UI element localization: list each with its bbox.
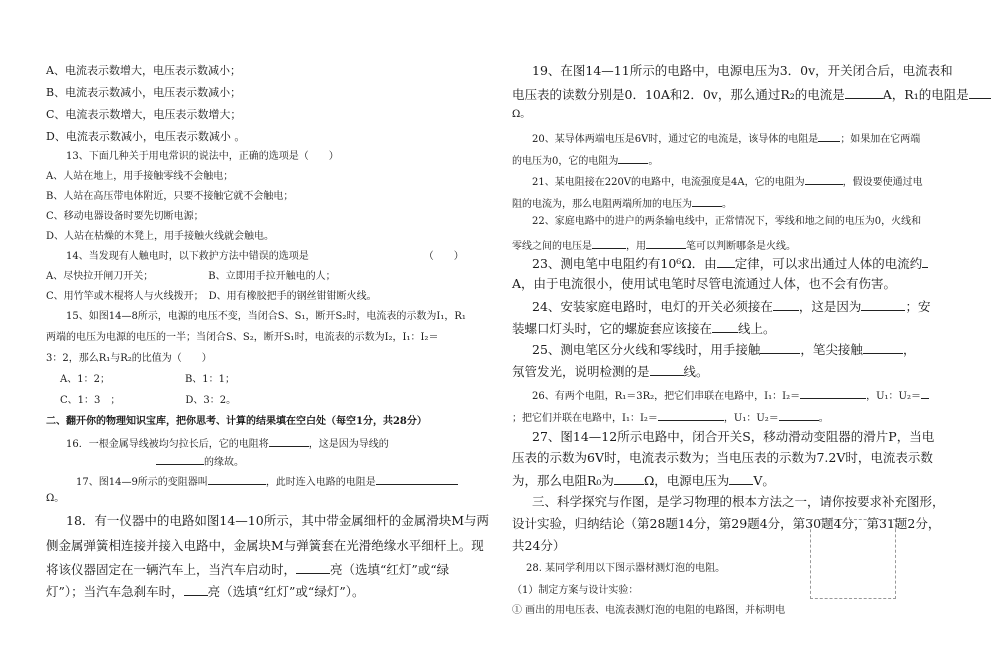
q18-line1: 18．有一仪器中的电路如图14—10所示，其中带金属细杆的金属滑块M与两 [66, 513, 490, 528]
answer-blank[interactable] [861, 300, 905, 311]
answer-blank[interactable] [618, 153, 648, 164]
q14-stem: 14、当发现有人触电时，以下救护方法中错误的选项是 （ ） [66, 251, 464, 262]
section-3-line2: 设计实验，归纳结论（第28题14分，第29题4分，第30题4分，第31题2分， [512, 516, 941, 531]
answer-blank[interactable] [592, 238, 626, 249]
q23-line1: 23、测电笔中电阻约有10⁶Ω．由 定律，可以求出通过人体的电流约 [532, 257, 928, 271]
q12-option-c: C、电流表示数增大，电压表示数增大； [46, 108, 242, 121]
q15-options-ab: A、1：2； B、1：1； [60, 374, 236, 385]
q15-options-cd: C、1：3 ； D、3：2。 [60, 395, 237, 406]
answer-blank[interactable] [208, 474, 266, 485]
q18-line4: 灯”）；当汽车急刹车时， 亮（选填“红灯”或“绿灯”）。 [46, 584, 365, 599]
answer-blank[interactable] [614, 474, 644, 485]
answer-blank[interactable] [760, 343, 800, 354]
q13-option-a: A、人站在地上，用手接触零线不会触电； [46, 171, 234, 182]
answer-blank[interactable] [712, 322, 738, 333]
q28-part1-step1: ① 画出的用电压表、电流表测灯泡的电阻的电路图，并标明电 [512, 605, 786, 616]
section-3-line3: 共24分） [512, 538, 566, 553]
answer-blank[interactable] [156, 454, 204, 465]
answer-blank[interactable] [805, 174, 843, 185]
right-column [480, 0, 969, 671]
q21-line1: 21、某电阻接在220V的电路中，电流强度是4A，它的电阻为 ，假设要使通过电 [532, 174, 923, 188]
q26-line2: ；把它们并联在电路中，I₁：I₂＝ ，U₁：U₂＝ 。 [512, 410, 829, 424]
q16-line2: 的缘故。 [156, 454, 244, 468]
answer-blank[interactable] [646, 238, 686, 249]
answer-blank[interactable] [863, 343, 903, 354]
q17-line2: Ω。 [46, 493, 65, 504]
left-column [0, 0, 490, 671]
answer-blank[interactable] [658, 410, 724, 421]
q24-line2: 装螺口灯头时，它的螺旋套应该接在 线上。 [512, 321, 776, 336]
q27-line1: 27、图14—12所示电路中，闭合开关S，移动滑动变阻器的滑片P，当电 [532, 429, 935, 444]
q21-line2: 阻的电流为，那么电阻两端所加的电压为 。 [512, 196, 732, 210]
answer-blank[interactable] [922, 257, 928, 268]
answer-blank[interactable] [296, 563, 330, 574]
answer-blank[interactable] [692, 196, 722, 207]
section-3-line1: 三、科学探究与作图，是学习物理的根本方法之一，请你按要求补充图形， [532, 494, 945, 509]
q13-option-c: C、移动电器设备时要先切断电源； [46, 211, 204, 222]
q20-line2: 的电压为0，它的电阻为 。 [512, 153, 658, 167]
q14-options-ab: A、尽快拉开闸刀开关； B、立即用手拉开触电的人； [46, 271, 336, 282]
q13-stem: 13、下面几种关于用电常识的说法中，正确的选项是（ ） [66, 151, 339, 162]
q22-line1: 22、家庭电路中的进户的两条输电线中，正常情况下，零线和地之间的电压为0，火线和 [532, 216, 922, 227]
q13-option-b: B、人站在高压带电体附近，只要不接触它就不会触电； [46, 191, 294, 202]
q15-stem-line3: 3：2，那么R₁与R₂的比值为（ ） [46, 353, 212, 364]
q19-line3: Ω。 [512, 109, 531, 120]
q17-line1: 17、图14—9所示的变阻器叫 ，此时连入电路的电阻是 [76, 474, 458, 488]
answer-blank[interactable] [376, 474, 458, 485]
answer-blank[interactable] [773, 300, 799, 311]
q19-line1: 19、在图14—11所示的电路中，电源电压为3．0v，开关闭合后，电流表和 [532, 63, 953, 78]
q20-line1: 20、某导体两端电压是6V时，通过它的电流是，该导体的电阻是 ；如果加在它两端 [532, 131, 920, 145]
q27-line3: 为，那么电阻R₀为 Ω，电源电压为 V。 [512, 473, 775, 488]
q18-line3: 将该仪器固定在一辆汽车上，当汽车启动时， 亮（选填“红灯”或“绿 [46, 562, 450, 577]
q27-line2: 压表的示数为6V时，电流表示数为；当电压表的示数为7.2V时，电流表示数 [512, 450, 933, 465]
answer-blank[interactable] [717, 257, 735, 268]
q18-line2: 侧金属弹簧相连接并接入电路中，金属块M与弹簧套在光滑绝缘水平细杆上。现 [46, 538, 484, 553]
answer-blank[interactable] [269, 436, 309, 447]
q19-line2: 电压表的读数分别是0．10A和2．0v，那么通过R₂的电流是 A，R₁的电阻是 [512, 88, 991, 102]
q15-stem-line1: 15、如图14—8所示，电源的电压不变，当闭合S、S₁，断开S₂时，电流表的示数为I₁，R₁ [66, 311, 466, 322]
q12-option-b: B、电流表示数减小，电压表示数减小； [46, 86, 242, 99]
q13-option-d: D、人站在枯燥的木凳上，用手接触火线就会触电。 [46, 231, 275, 242]
answer-blank[interactable] [921, 388, 929, 399]
q28-part1: （1）制定方案与设计实验： [512, 585, 639, 596]
answer-blank[interactable] [729, 474, 753, 485]
q12-option-a: A、电流表示数增大，电压表示数减小； [46, 64, 241, 77]
q25-line1: 25、测电笔区分火线和零线时，用手接触 ，笔尖接触 ， [532, 342, 916, 357]
q16-line1: 16．一根金属导线被均匀拉长后，它的电阻将 ，这是因为导线的 [66, 436, 389, 450]
answer-blank[interactable] [969, 88, 991, 99]
answer-blank[interactable] [818, 131, 840, 142]
q28-stem: 28. 某同学利用以下图示器材测灯泡的电阻。 [526, 563, 726, 574]
answer-blank[interactable] [800, 388, 866, 399]
answer-blank[interactable] [845, 88, 883, 99]
answer-blank[interactable] [184, 585, 208, 596]
q12-option-d: D、电流表示数减小，电压表示数减小 。 [46, 130, 246, 143]
section-2-heading: 二、翻开你的物理知识宝库，把你思考、计算的结果填在空白处（每空1分，共28分） [46, 416, 427, 427]
q23-line2: A，由于电流很小，使用试电笔时尽管电流通过人体，也不会有伤害。 [512, 276, 897, 291]
q14-options-cd: C、用竹竿或木棍将人与火线拨开； D、用有橡胶把手的钢丝钳钳断火线。 [46, 291, 377, 302]
q25-line2: 氖管发光，说明检测的是 线。 [512, 364, 709, 379]
q26-line1: 26、有两个电阻，R₁＝3R₂，把它们串联在电路中，I₁：I₂＝ ，U₁：U₂＝ [532, 388, 929, 402]
circuit-drawing-box[interactable] [810, 519, 896, 599]
answer-blank[interactable] [650, 365, 684, 376]
q24-line1: 24、安装家庭电路时，电灯的开关必须接在 ，这是因为 ；安 [532, 299, 931, 314]
answer-blank[interactable] [779, 410, 819, 421]
q22-line2: 零线之间的电压是 ，用 笔可以判断哪条是火线。 [512, 238, 796, 252]
q15-stem-line2: 两端的电压为电源的电压的一半；当闭合S、S₂，断开S₁时，电流表的示数为I₂，I₁：I₂＝ [46, 332, 439, 343]
